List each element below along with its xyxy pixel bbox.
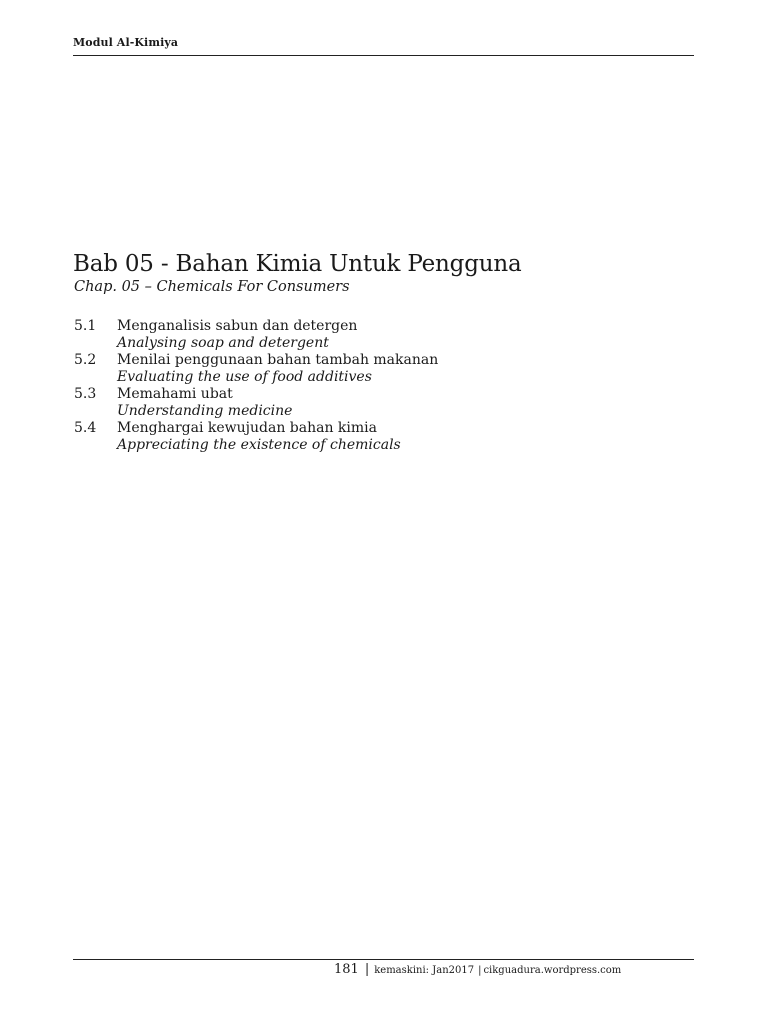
toc-item	[74, 352, 634, 386]
footer-separator: |	[364, 962, 370, 977]
toc-item-number: 5.2	[74, 352, 97, 368]
toc-item-translation: Understanding medicine	[117, 403, 293, 419]
page-footer	[334, 962, 621, 977]
footer-site-separator: |	[478, 965, 482, 976]
running-header-title: Modul Al-Kimiya	[73, 36, 179, 49]
toc-item-translation: Analysing soap and detergent	[117, 335, 329, 351]
toc-item	[74, 386, 634, 420]
toc-item-title: Menghargai kewujudan bahan kimia	[117, 420, 377, 436]
chapter-subtitle: Chap. 05 – Chemicals For Consumers	[74, 279, 350, 295]
footer-rule	[73, 959, 694, 960]
toc-item-number: 5.4	[74, 420, 97, 436]
toc-item-number: 5.3	[74, 386, 97, 402]
toc-item-title: Memahami ubat	[117, 386, 233, 402]
toc-item-number: 5.1	[74, 318, 97, 334]
footer-updated: kemaskini: Jan2017	[374, 965, 475, 976]
chapter-title: Bab 05 - Bahan Kimia Untuk Pengguna	[73, 251, 522, 277]
table-of-contents	[74, 318, 634, 454]
header-rule	[73, 55, 694, 56]
toc-item	[74, 318, 634, 352]
toc-item-translation: Appreciating the existence of chemicals	[117, 437, 401, 453]
toc-item	[74, 420, 634, 454]
toc-item-title: Menilai penggunaan bahan tambah makanan	[117, 352, 439, 368]
toc-item-title: Menganalisis sabun dan detergen	[117, 318, 358, 334]
footer-site: cikguadura.wordpress.com	[483, 965, 622, 976]
page-number: 181	[334, 962, 359, 977]
toc-item-translation: Evaluating the use of food additives	[117, 369, 372, 385]
